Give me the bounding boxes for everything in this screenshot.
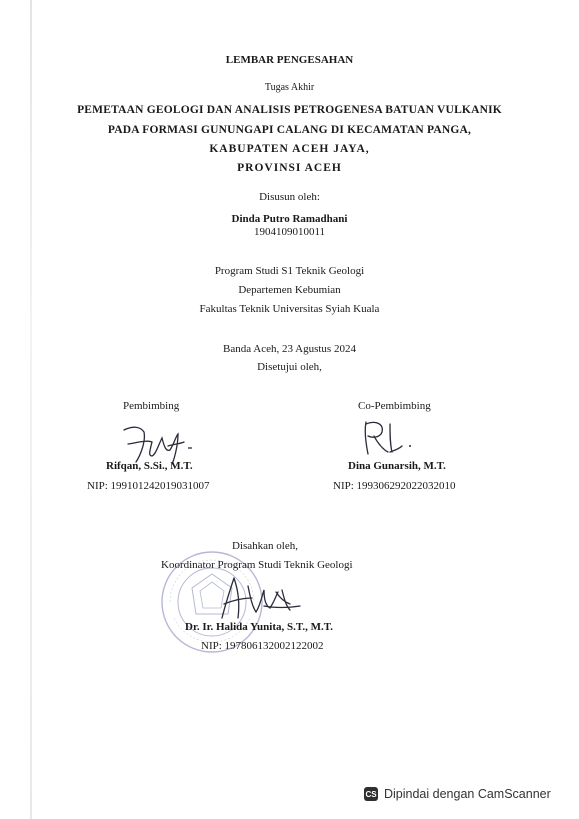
thesis-title-line-1: PEMETAAN GEOLOGI DAN ANALISIS PETROGENESA BATUAN VULKANIK (77, 104, 502, 116)
coordinator-name: Dr. Ir. Halida Yunita, S.T., M.T. (185, 621, 334, 633)
camscanner-logo-icon: CS (364, 787, 378, 801)
document-type: Tugas Akhir (264, 82, 315, 93)
study-program: Program Studi S1 Teknik Geologi (214, 265, 365, 277)
scan-edge (30, 0, 32, 819)
thesis-title-line-3: KABUPATEN ACEH JAYA, (209, 143, 370, 155)
ratified-by-label: Disahkan oleh, (232, 540, 298, 552)
author-label: Disusun oleh: (259, 191, 320, 203)
place-date: Banda Aceh, 23 Agustus 2024 (223, 343, 356, 355)
author-id: 1904109010011 (253, 226, 326, 238)
thesis-title-line-2: PADA FORMASI GUNUNGAPI CALANG DI KECAMATAN PANGA, (107, 124, 472, 136)
faculty: Fakultas Teknik Universitas Syiah Kuala (199, 303, 380, 315)
supervisor-nip: NIP: 199101242019031007 (87, 480, 210, 492)
coordinator-signature (204, 572, 304, 624)
camscanner-label: Dipindai dengan CamScanner (384, 787, 551, 801)
author-name: Dinda Putro Ramadhani (231, 213, 348, 225)
sheet-title: LEMBAR PENGESAHAN (225, 54, 354, 66)
co-supervisor-nip: NIP: 199306292022032010 (333, 480, 456, 492)
department: Departemen Kebumian (238, 284, 341, 296)
coordinator-nip: NIP: 197806132002122002 (201, 640, 324, 652)
supervisor-role: Pembimbing (123, 400, 180, 412)
supervisor-name: Rifqan, S.Si., M.T. (106, 460, 193, 472)
co-supervisor-role: Co-Pembimbing (358, 400, 431, 412)
approved-by-label: Disetujui oleh, (257, 361, 322, 373)
co-supervisor-signature (360, 418, 420, 458)
thesis-title-line-4: PROVINSI ACEH (237, 162, 342, 174)
camscanner-watermark (364, 787, 551, 801)
coordinator-role: Koordinator Program Studi Teknik Geologi (161, 559, 353, 571)
co-supervisor-name: Dina Gunarsih, M.T. (348, 460, 446, 472)
